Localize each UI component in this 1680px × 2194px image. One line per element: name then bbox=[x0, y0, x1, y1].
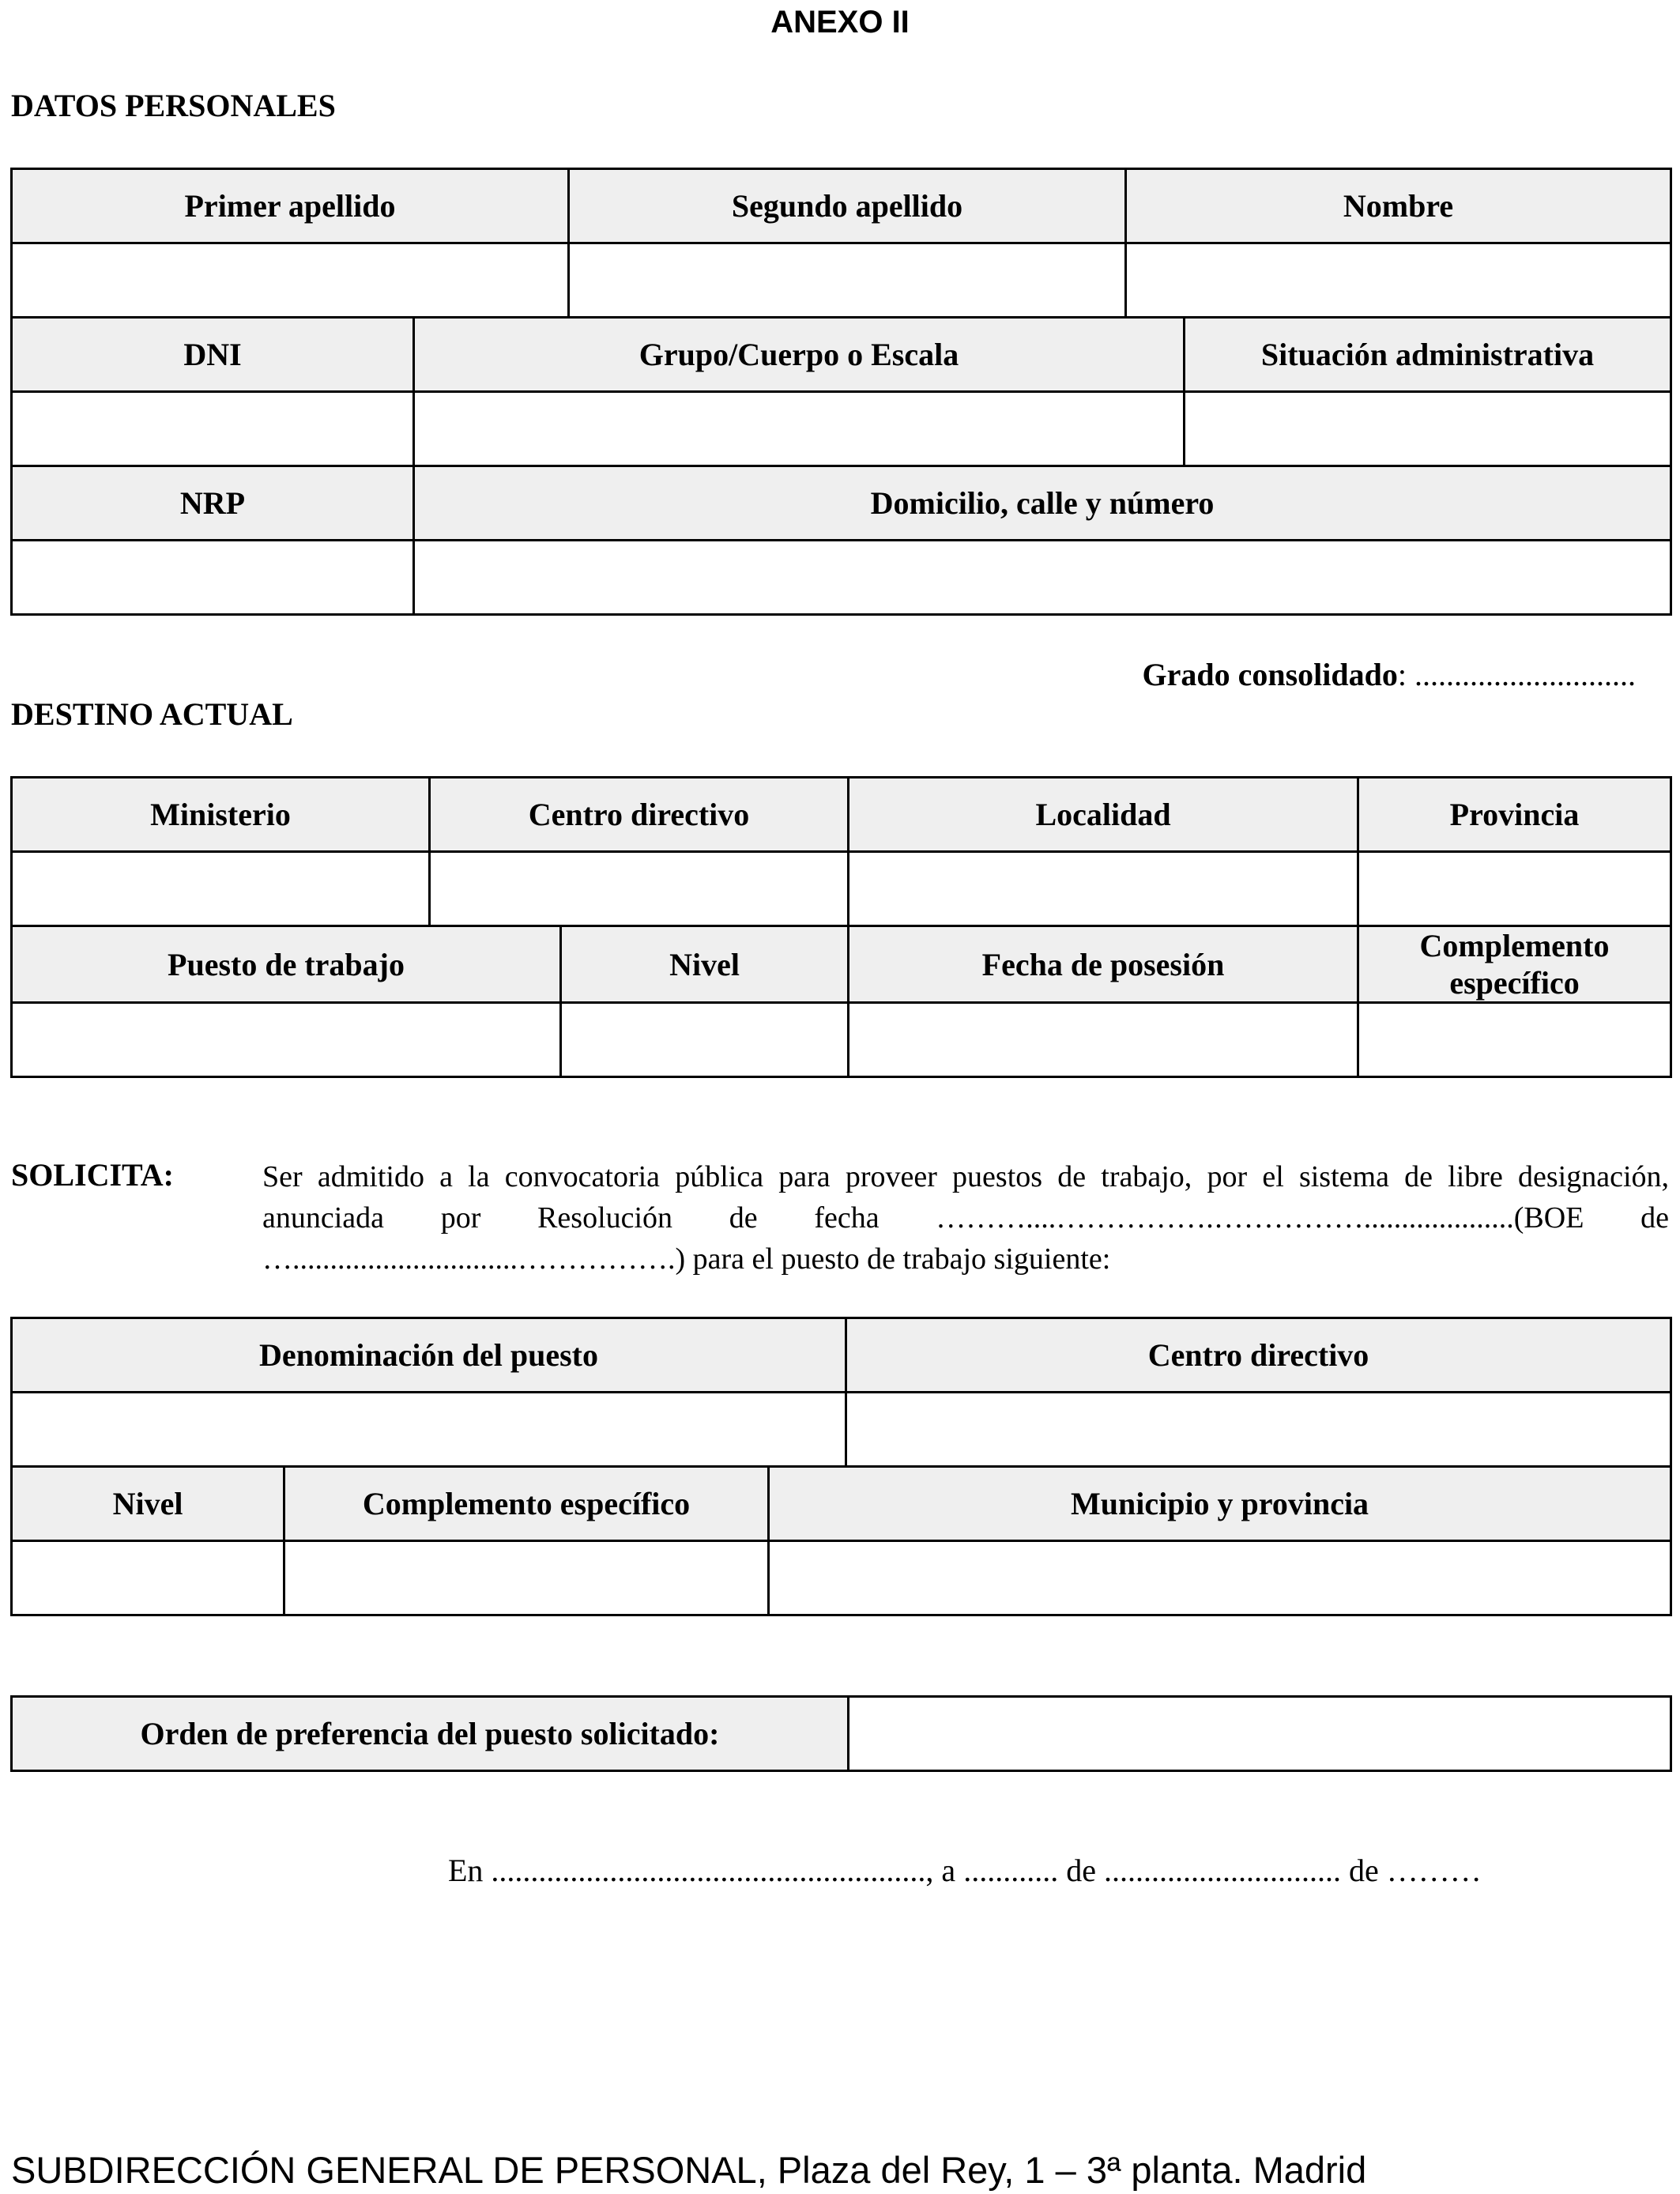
field-fecha-de-posesion[interactable] bbox=[849, 1003, 1358, 1077]
header-puesto-centro-directivo: Centro directivo bbox=[846, 1318, 1671, 1393]
field-provincia[interactable] bbox=[1358, 852, 1671, 926]
grado-consolidado-label: Grado consolidado bbox=[1142, 657, 1398, 692]
grado-consolidado-blank[interactable]: : ............................ bbox=[1397, 657, 1636, 692]
field-puesto-nivel[interactable] bbox=[12, 1541, 284, 1615]
header-centro-directivo: Centro directivo bbox=[430, 778, 849, 852]
field-denominacion-del-puesto[interactable] bbox=[12, 1393, 846, 1467]
header-situacion-administrativa: Situación administrativa bbox=[1185, 318, 1671, 392]
field-grupo-cuerpo[interactable] bbox=[414, 392, 1185, 466]
header-puesto-nivel: Nivel bbox=[12, 1467, 284, 1541]
puesto-solicitado-table bbox=[10, 1317, 1672, 1616]
header-municipio-y-provincia: Municipio y provincia bbox=[769, 1467, 1671, 1541]
field-localidad[interactable] bbox=[849, 852, 1358, 926]
solicita-label: SOLICITA: bbox=[11, 1157, 174, 1193]
header-domicilio: Domicilio, calle y número bbox=[414, 466, 1671, 541]
header-nrp: NRP bbox=[12, 466, 414, 541]
field-puesto-complemento-especifico[interactable] bbox=[284, 1541, 769, 1615]
annex-title: ANEXO II bbox=[770, 5, 910, 40]
solicita-text: Ser admitido a la convocatoria pública para proveer puestos de trabajo, por el sistema de libre designación, anunciada por Resolución de fecha ………....…………….……………....................(BOE de …..............................…………….) para el puesto de trabajo siguiente: bbox=[262, 1160, 1669, 1276]
grado-consolidado bbox=[1142, 656, 1636, 693]
header-denominacion-del-puesto: Denominación del puesto bbox=[12, 1318, 846, 1393]
field-dni[interactable] bbox=[12, 392, 414, 466]
header-segundo-apellido: Segundo apellido bbox=[569, 169, 1126, 243]
header-grupo-cuerpo: Grupo/Cuerpo o Escala bbox=[414, 318, 1185, 392]
section-heading-destino-actual: DESTINO ACTUAL bbox=[11, 696, 293, 732]
field-situacion-administrativa[interactable] bbox=[1185, 392, 1671, 466]
header-nombre: Nombre bbox=[1126, 169, 1671, 243]
field-puesto-de-trabajo[interactable] bbox=[12, 1003, 561, 1077]
header-puesto-de-trabajo: Puesto de trabajo bbox=[12, 926, 561, 1003]
footer-address: SUBDIRECCIÓN GENERAL DE PERSONAL, Plaza del Rey, 1 – 3ª planta. Madrid bbox=[11, 2149, 1367, 2191]
destino-actual-table bbox=[10, 776, 1672, 1078]
header-localidad: Localidad bbox=[849, 778, 1358, 852]
field-nombre[interactable] bbox=[1126, 243, 1671, 318]
place-date-line: En ......................................................., a ............ de .............................. de ……… bbox=[448, 1853, 1482, 1888]
header-puesto-complemento-especifico: Complemento específico bbox=[284, 1467, 769, 1541]
header-nivel: Nivel bbox=[561, 926, 849, 1003]
field-puesto-centro-directivo[interactable] bbox=[846, 1393, 1671, 1467]
section-heading-datos-personales: DATOS PERSONALES bbox=[11, 88, 336, 123]
header-ministerio: Ministerio bbox=[12, 778, 430, 852]
orden-preferencia-label: Orden de preferencia del puesto solicitado: bbox=[12, 1697, 849, 1771]
field-municipio-y-provincia[interactable] bbox=[769, 1541, 1671, 1615]
field-segundo-apellido[interactable] bbox=[569, 243, 1126, 318]
header-fecha-de-posesion: Fecha de posesión bbox=[849, 926, 1358, 1003]
header-provincia: Provincia bbox=[1358, 778, 1671, 852]
field-primer-apellido[interactable] bbox=[12, 243, 569, 318]
field-complemento-especifico[interactable] bbox=[1358, 1003, 1671, 1077]
field-orden-preferencia[interactable] bbox=[849, 1697, 1671, 1771]
header-dni: DNI bbox=[12, 318, 414, 392]
field-ministerio[interactable] bbox=[12, 852, 430, 926]
header-primer-apellido: Primer apellido bbox=[12, 169, 569, 243]
datos-personales-table-ids bbox=[10, 316, 1672, 616]
datos-personales-table-names bbox=[10, 168, 1672, 319]
field-centro-directivo[interactable] bbox=[430, 852, 849, 926]
field-nivel[interactable] bbox=[561, 1003, 849, 1077]
field-nrp[interactable] bbox=[12, 541, 414, 615]
field-domicilio[interactable] bbox=[414, 541, 1671, 615]
header-complemento-especifico: Complemento específico bbox=[1358, 926, 1671, 1003]
orden-preferencia-table bbox=[10, 1695, 1672, 1772]
